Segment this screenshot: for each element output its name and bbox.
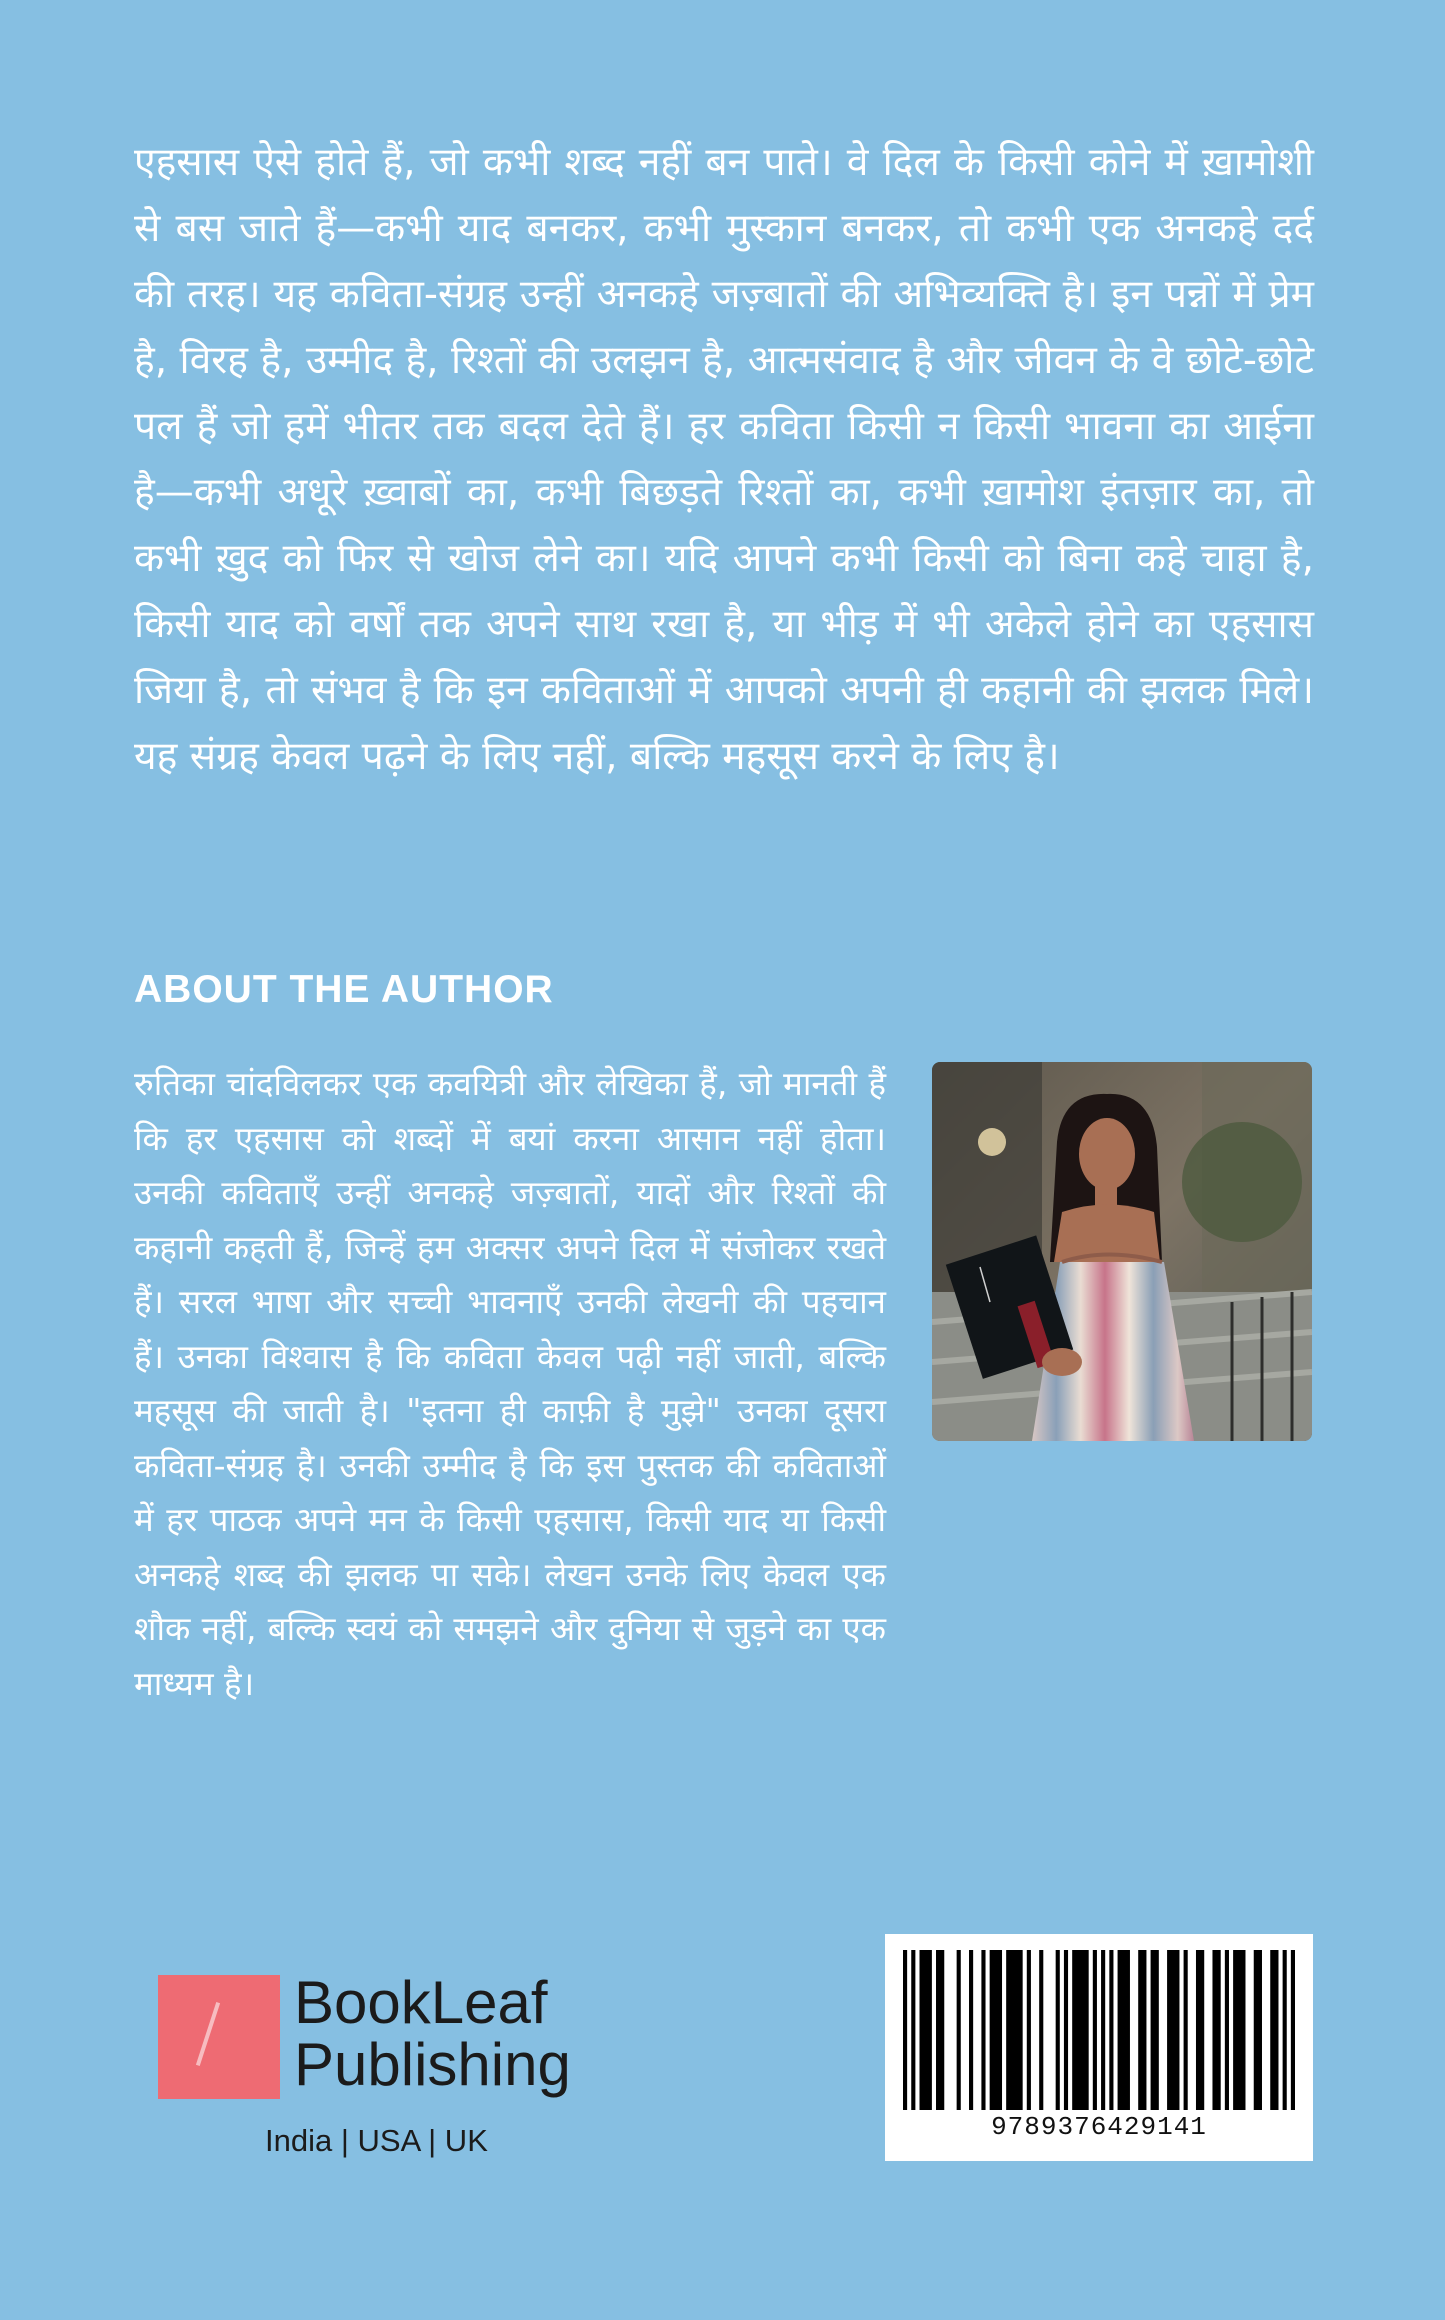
- author-bio: रुतिका चांदविलकर एक कवयित्री और लेखिका हैं, जो मानती हैं कि हर एहसास को शब्दों में बयां करना आसान नहीं होता। उनकी कविताएँ उन्हीं अनकहे जज़्बातों, यादों और रिश्तों की कहानी कहती हैं, जिन्हें हम अक्सर अपने दिल में संजोकर रखते हैं। सरल भाषा और सच्ची भावनाएँ उनकी लेखनी की पहचान हैं। उनका विश्वास है कि कविता केवल पढ़ी नहीं जाती, बल्कि महसूस की जाती है। "इतना ही काफ़ी है मुझे" उनका दूसरा कविता-संग्रह है। उनकी उम्मीद है कि इस पुस्तक की कविताओं में हर पाठक अपने मन के किसी एहसास, किसी याद या किसी अनकहे शब्द की झलक पा सके। लेखन उनके लिए केवल एक शौक नहीं, बल्कि स्वयं को समझने और दुनिया से जुड़ने का एक माध्यम है।: [134, 1064, 886, 1703]
- barcode-bar: [1254, 1950, 1262, 2110]
- barcode-bar: [1151, 1950, 1159, 2110]
- barcode-bar: [1039, 1950, 1043, 2110]
- barcode-bar: [903, 1950, 907, 2110]
- publisher-regions: India | USA | UK: [265, 2123, 488, 2158]
- about-author-heading: ABOUT THE AUTHOR: [134, 968, 554, 1011]
- barcode-bars: [903, 1950, 1295, 2110]
- barcode-bar: [969, 1950, 973, 2110]
- barcode-bar: [1233, 1950, 1245, 2110]
- barcode-bar: [1291, 1950, 1295, 2110]
- barcode-bar: [1196, 1950, 1204, 2110]
- barcode-bar: [1184, 1950, 1188, 2110]
- barcode-bar: [936, 1950, 944, 2110]
- barcode-bar: [1101, 1950, 1105, 2110]
- barcode-bar: [1093, 1950, 1097, 2110]
- barcode-bar: [920, 1950, 932, 2110]
- barcode-bar: [1064, 1950, 1068, 2110]
- barcode-bar: [981, 1950, 985, 2110]
- barcode-bar: [990, 1950, 1002, 2110]
- barcode-bar: [1118, 1950, 1130, 2110]
- barcode-bar: [911, 1950, 915, 2110]
- back-cover-blurb: एहसास ऐसे होते हैं, जो कभी शब्द नहीं बन पाते। वे दिल के किसी कोने में ख़ामोशी से बस जाते हैं—कभी याद बनकर, कभी मुस्कान बनकर, तो कभी एक अनकहे दर्द की तरह। यह कविता-संग्रह उन्हीं अनकहे जज़्बातों की अभिव्यक्ति है। इन पन्नों में प्रेम है, विरह है, उम्मीद है, रिश्तों की उलझन है, आत्मसंवाद है और जीवन के वे छोटे-छोटे पल हैं जो हमें भीतर तक बदल देते हैं। हर कविता किसी न किसी भावना का आईना है—कभी अधूरे ख़्वाबों का, कभी बिछड़ते रिश्तों का, कभी ख़ामोश इंतज़ार का, तो कभी ख़ुद को फिर से खोज लेने का। यदि आपने कभी किसी को बिना कहे चाहा है, किसी याद को वर्षों तक अपने साथ रखा है, या भीड़ में भी अकेले होने का एहसास जिया है, तो संभव है कि इन कविताओं में आपको अपनी ही कहानी की झलक मिले। यह संग्रह केवल पढ़ने के लिए नहीं, बल्कि महसूस करने के लिए है।: [134, 140, 1314, 779]
- barcode-bar: [1283, 1950, 1287, 2110]
- barcode-bar: [1270, 1950, 1278, 2110]
- barcode-bar: [1027, 1950, 1031, 2110]
- leaf-logo-icon: [158, 1975, 280, 2099]
- barcode-bar: [1225, 1950, 1229, 2110]
- isbn-number: 9789376429141: [991, 2112, 1207, 2142]
- publisher-name-line2: Publishing: [294, 2031, 571, 2098]
- barcode-bar: [1006, 1950, 1023, 2110]
- publisher-name-line1: BookLeaf: [294, 1969, 548, 2036]
- barcode-bar: [1056, 1950, 1060, 2110]
- author-photo: [932, 1062, 1312, 1441]
- barcode-bar: [1072, 1950, 1089, 2110]
- barcode-bar: [957, 1950, 961, 2110]
- barcode-bar: [1167, 1950, 1179, 2110]
- barcode-bar: [1138, 1950, 1146, 2110]
- isbn-barcode: [885, 1934, 1313, 2161]
- barcode-bar: [1212, 1950, 1220, 2110]
- barcode-bar: [1109, 1950, 1113, 2110]
- publisher-logo: [158, 1969, 618, 2122]
